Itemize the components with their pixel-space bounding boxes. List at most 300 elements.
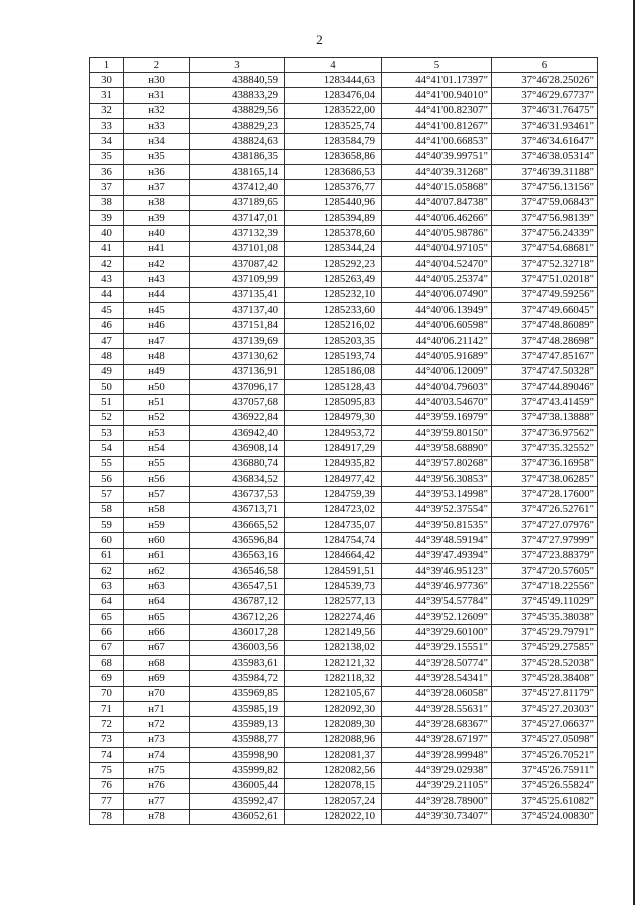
coord-x-cell: 437057,68 — [190, 395, 285, 410]
latitude-cell: 44°40'05.25374" — [382, 272, 492, 287]
longitude-cell: 37°45'24.00830" — [492, 809, 598, 824]
coord-x-cell: 436017,28 — [190, 625, 285, 640]
point-id-cell: н69 — [124, 671, 190, 686]
row-number-cell: 76 — [90, 778, 124, 793]
row-number-cell: 31 — [90, 88, 124, 103]
coord-y-cell: 1284539,73 — [285, 579, 382, 594]
coord-y-cell: 1284935,82 — [285, 456, 382, 471]
point-id-cell: н60 — [124, 533, 190, 548]
coord-y-cell: 1285344,24 — [285, 241, 382, 256]
point-id-cell: н32 — [124, 103, 190, 118]
longitude-cell: 37°45'35.38038" — [492, 610, 598, 625]
table-row — [90, 88, 598, 103]
point-id-cell: н50 — [124, 379, 190, 394]
header-col-3: 3 — [190, 58, 285, 73]
table-row — [90, 579, 598, 594]
longitude-cell: 37°46'34.61647" — [492, 134, 598, 149]
point-id-cell: н55 — [124, 456, 190, 471]
table-row — [90, 165, 598, 180]
coord-x-cell: 436737,53 — [190, 487, 285, 502]
coord-x-cell: 437412,40 — [190, 180, 285, 195]
row-number-cell: 30 — [90, 73, 124, 88]
longitude-cell: 37°47'48.28698" — [492, 333, 598, 348]
table-row — [90, 502, 598, 517]
coord-y-cell: 1283476,04 — [285, 88, 382, 103]
coord-x-cell: 435988,77 — [190, 732, 285, 747]
latitude-cell: 44°39'28.99948" — [382, 748, 492, 763]
longitude-cell: 37°47'38.13888" — [492, 410, 598, 425]
row-number-cell: 78 — [90, 809, 124, 824]
row-number-cell: 48 — [90, 349, 124, 364]
latitude-cell: 44°39'59.16979" — [382, 410, 492, 425]
latitude-cell: 44°39'56.30853" — [382, 471, 492, 486]
coord-y-cell: 1283444,63 — [285, 73, 382, 88]
table-row — [90, 333, 598, 348]
latitude-cell: 44°40'39.99751" — [382, 149, 492, 164]
coord-x-cell: 436547,51 — [190, 579, 285, 594]
point-id-cell: н57 — [124, 487, 190, 502]
coord-x-cell: 438840,59 — [190, 73, 285, 88]
table-row — [90, 119, 598, 134]
coord-x-cell: 436546,58 — [190, 564, 285, 579]
table-row — [90, 625, 598, 640]
latitude-cell: 44°39'58.68890" — [382, 441, 492, 456]
coord-x-cell: 437139,69 — [190, 333, 285, 348]
coord-y-cell: 1282274,46 — [285, 610, 382, 625]
latitude-cell: 44°39'29.15551" — [382, 640, 492, 655]
coord-x-cell: 437189,65 — [190, 195, 285, 210]
coord-y-cell: 1284754,74 — [285, 533, 382, 548]
row-number-cell: 57 — [90, 487, 124, 502]
coord-y-cell: 1283686,53 — [285, 165, 382, 180]
row-number-cell: 38 — [90, 195, 124, 210]
table-row — [90, 303, 598, 318]
row-number-cell: 33 — [90, 119, 124, 134]
row-number-cell: 67 — [90, 640, 124, 655]
row-number-cell: 56 — [90, 471, 124, 486]
longitude-cell: 37°45'26.75911" — [492, 763, 598, 778]
row-number-cell: 77 — [90, 794, 124, 809]
row-number-cell: 72 — [90, 717, 124, 732]
row-number-cell: 74 — [90, 748, 124, 763]
coord-y-cell: 1284979,30 — [285, 410, 382, 425]
latitude-cell: 44°39'47.49394" — [382, 548, 492, 563]
latitude-cell: 44°39'28.68367" — [382, 717, 492, 732]
coord-x-cell: 436880,74 — [190, 456, 285, 471]
coord-y-cell: 1285376,77 — [285, 180, 382, 195]
row-number-cell: 61 — [90, 548, 124, 563]
longitude-cell: 37°46'29.67737" — [492, 88, 598, 103]
coord-y-cell: 1282149,56 — [285, 625, 382, 640]
row-number-cell: 66 — [90, 625, 124, 640]
row-number-cell: 51 — [90, 395, 124, 410]
latitude-cell: 44°40'07.84738" — [382, 195, 492, 210]
table-row — [90, 211, 598, 226]
latitude-cell: 44°39'48.59194" — [382, 533, 492, 548]
point-id-cell: н53 — [124, 425, 190, 440]
coord-x-cell: 437137,40 — [190, 303, 285, 318]
coord-x-cell: 436596,84 — [190, 533, 285, 548]
longitude-cell: 37°46'28.25026" — [492, 73, 598, 88]
longitude-cell: 37°45'25.61082" — [492, 794, 598, 809]
row-number-cell: 36 — [90, 165, 124, 180]
longitude-cell: 37°47'35.32552" — [492, 441, 598, 456]
row-number-cell: 41 — [90, 241, 124, 256]
longitude-cell: 37°47'59.06843" — [492, 195, 598, 210]
coord-x-cell: 436052,61 — [190, 809, 285, 824]
coord-y-cell: 1282082,56 — [285, 763, 382, 778]
coord-y-cell: 1282138,02 — [285, 640, 382, 655]
longitude-cell: 37°47'47.85167" — [492, 349, 598, 364]
longitude-cell: 37°47'56.24339" — [492, 226, 598, 241]
longitude-cell: 37°45'27.06637" — [492, 717, 598, 732]
coord-y-cell: 1285292,23 — [285, 257, 382, 272]
longitude-cell: 37°45'27.81179" — [492, 686, 598, 701]
table-row — [90, 287, 598, 302]
table-row — [90, 425, 598, 440]
table-row — [90, 487, 598, 502]
table-row — [90, 656, 598, 671]
table-row — [90, 564, 598, 579]
longitude-cell: 37°47'54.68681" — [492, 241, 598, 256]
table-row — [90, 778, 598, 793]
latitude-cell: 44°39'52.37554" — [382, 502, 492, 517]
row-number-cell: 63 — [90, 579, 124, 594]
point-id-cell: н44 — [124, 287, 190, 302]
table-row — [90, 732, 598, 747]
coord-y-cell: 1285378,60 — [285, 226, 382, 241]
coord-y-cell: 1282118,32 — [285, 671, 382, 686]
coord-y-cell: 1283658,86 — [285, 149, 382, 164]
coord-x-cell: 437132,39 — [190, 226, 285, 241]
latitude-cell: 44°39'28.78900" — [382, 794, 492, 809]
longitude-cell: 37°47'47.50328" — [492, 364, 598, 379]
point-id-cell: н73 — [124, 732, 190, 747]
coord-x-cell: 436787,12 — [190, 594, 285, 609]
header-col-6: 6 — [492, 58, 598, 73]
row-number-cell: 40 — [90, 226, 124, 241]
point-id-cell: н48 — [124, 349, 190, 364]
coord-y-cell: 1284723,02 — [285, 502, 382, 517]
longitude-cell: 37°47'27.07976" — [492, 517, 598, 532]
latitude-cell: 44°39'28.54341" — [382, 671, 492, 686]
coord-x-cell: 437151,84 — [190, 318, 285, 333]
coord-y-cell: 1282057,24 — [285, 794, 382, 809]
longitude-cell: 37°46'31.93461" — [492, 119, 598, 134]
page-edge-line — [633, 0, 635, 905]
longitude-cell: 37°47'56.98139" — [492, 211, 598, 226]
coord-x-cell: 436908,14 — [190, 441, 285, 456]
point-id-cell: н74 — [124, 748, 190, 763]
longitude-cell: 37°47'49.66045" — [492, 303, 598, 318]
longitude-cell: 37°45'26.70521" — [492, 748, 598, 763]
coord-x-cell: 436834,52 — [190, 471, 285, 486]
table-row — [90, 533, 598, 548]
page-number: 2 — [316, 32, 323, 47]
table-row — [90, 395, 598, 410]
longitude-cell: 37°46'38.05314" — [492, 149, 598, 164]
row-number-cell: 54 — [90, 441, 124, 456]
latitude-cell: 44°39'30.73407" — [382, 809, 492, 824]
coord-x-cell: 437135,41 — [190, 287, 285, 302]
latitude-cell: 44°39'29.02938" — [382, 763, 492, 778]
row-number-cell: 62 — [90, 564, 124, 579]
coord-x-cell: 435984,72 — [190, 671, 285, 686]
point-id-cell: н78 — [124, 809, 190, 824]
row-number-cell: 75 — [90, 763, 124, 778]
coord-y-cell: 1285203,35 — [285, 333, 382, 348]
latitude-cell: 44°40'06.12009" — [382, 364, 492, 379]
longitude-cell: 37°45'29.27585" — [492, 640, 598, 655]
table-row — [90, 748, 598, 763]
table-row — [90, 134, 598, 149]
coord-y-cell: 1284917,29 — [285, 441, 382, 456]
table-row — [90, 226, 598, 241]
row-number-cell: 52 — [90, 410, 124, 425]
coord-x-cell: 437101,08 — [190, 241, 285, 256]
longitude-cell: 37°46'39.31188" — [492, 165, 598, 180]
coord-x-cell: 437096,17 — [190, 379, 285, 394]
latitude-cell: 44°39'50.81535" — [382, 517, 492, 532]
point-id-cell: н49 — [124, 364, 190, 379]
coord-y-cell: 1285394,89 — [285, 211, 382, 226]
row-number-cell: 49 — [90, 364, 124, 379]
longitude-cell: 37°45'28.52038" — [492, 656, 598, 671]
coord-x-cell: 435969,85 — [190, 686, 285, 701]
coord-y-cell: 1284759,39 — [285, 487, 382, 502]
coord-y-cell: 1285186,08 — [285, 364, 382, 379]
coord-x-cell: 435983,61 — [190, 656, 285, 671]
longitude-cell: 37°47'26.52761" — [492, 502, 598, 517]
longitude-cell: 37°46'31.76475" — [492, 103, 598, 118]
coord-x-cell: 437136,91 — [190, 364, 285, 379]
point-id-cell: н41 — [124, 241, 190, 256]
point-id-cell: н77 — [124, 794, 190, 809]
table-row — [90, 410, 598, 425]
point-id-cell: н36 — [124, 165, 190, 180]
coord-x-cell: 437147,01 — [190, 211, 285, 226]
longitude-cell: 37°45'27.20303" — [492, 702, 598, 717]
row-number-cell: 73 — [90, 732, 124, 747]
table-row — [90, 517, 598, 532]
coord-x-cell: 436712,26 — [190, 610, 285, 625]
point-id-cell: н76 — [124, 778, 190, 793]
point-id-cell: н62 — [124, 564, 190, 579]
row-number-cell: 50 — [90, 379, 124, 394]
point-id-cell: н30 — [124, 73, 190, 88]
table-row — [90, 257, 598, 272]
row-number-cell: 68 — [90, 656, 124, 671]
longitude-cell: 37°47'27.97999" — [492, 533, 598, 548]
row-number-cell: 34 — [90, 134, 124, 149]
point-id-cell: н65 — [124, 610, 190, 625]
coord-x-cell: 437109,99 — [190, 272, 285, 287]
row-number-cell: 55 — [90, 456, 124, 471]
coord-y-cell: 1284735,07 — [285, 517, 382, 532]
point-id-cell: н61 — [124, 548, 190, 563]
latitude-cell: 44°39'29.21105" — [382, 778, 492, 793]
table-row — [90, 103, 598, 118]
latitude-cell: 44°39'29.60100" — [382, 625, 492, 640]
point-id-cell: н43 — [124, 272, 190, 287]
longitude-cell: 37°45'28.38408" — [492, 671, 598, 686]
table-row — [90, 195, 598, 210]
latitude-cell: 44°39'54.57784" — [382, 594, 492, 609]
table-row — [90, 594, 598, 609]
coord-x-cell: 436563,16 — [190, 548, 285, 563]
latitude-cell: 44°40'06.60598" — [382, 318, 492, 333]
coord-x-cell: 435999,82 — [190, 763, 285, 778]
coord-x-cell: 438829,56 — [190, 103, 285, 118]
point-id-cell: н51 — [124, 395, 190, 410]
point-id-cell: н47 — [124, 333, 190, 348]
longitude-cell: 37°47'20.57605" — [492, 564, 598, 579]
coord-y-cell: 1282078,15 — [285, 778, 382, 793]
table-row — [90, 717, 598, 732]
point-id-cell: н70 — [124, 686, 190, 701]
point-id-cell: н33 — [124, 119, 190, 134]
longitude-cell: 37°47'56.13156" — [492, 180, 598, 195]
table-row — [90, 149, 598, 164]
row-number-cell: 59 — [90, 517, 124, 532]
header-col-2: 2 — [124, 58, 190, 73]
longitude-cell: 37°47'49.59256" — [492, 287, 598, 302]
coord-x-cell: 436942,40 — [190, 425, 285, 440]
row-number-cell: 71 — [90, 702, 124, 717]
latitude-cell: 44°41'00.81267" — [382, 119, 492, 134]
row-number-cell: 64 — [90, 594, 124, 609]
coord-y-cell: 1284977,42 — [285, 471, 382, 486]
longitude-cell: 37°47'43.41459" — [492, 395, 598, 410]
latitude-cell: 44°39'28.67197" — [382, 732, 492, 747]
point-id-cell: н63 — [124, 579, 190, 594]
coord-y-cell: 1285233,60 — [285, 303, 382, 318]
point-id-cell: н59 — [124, 517, 190, 532]
row-number-cell: 35 — [90, 149, 124, 164]
longitude-cell: 37°47'52.32718" — [492, 257, 598, 272]
table-row — [90, 73, 598, 88]
table-row — [90, 349, 598, 364]
table-row — [90, 763, 598, 778]
longitude-cell: 37°47'28.17600" — [492, 487, 598, 502]
coord-y-cell: 1282577,13 — [285, 594, 382, 609]
header-col-4: 4 — [285, 58, 382, 73]
latitude-cell: 44°39'57.80268" — [382, 456, 492, 471]
longitude-cell: 37°45'49.11029" — [492, 594, 598, 609]
point-id-cell: н71 — [124, 702, 190, 717]
table-body — [90, 73, 598, 825]
latitude-cell: 44°39'46.97736" — [382, 579, 492, 594]
latitude-cell: 44°39'28.50774" — [382, 656, 492, 671]
coord-x-cell: 438186,35 — [190, 149, 285, 164]
header-col-5: 5 — [382, 58, 492, 73]
table-row — [90, 610, 598, 625]
row-number-cell: 39 — [90, 211, 124, 226]
coord-y-cell: 1282092,30 — [285, 702, 382, 717]
latitude-cell: 44°41'00.82307" — [382, 103, 492, 118]
coord-y-cell: 1283584,79 — [285, 134, 382, 149]
longitude-cell: 37°47'38.06285" — [492, 471, 598, 486]
coord-x-cell: 436003,56 — [190, 640, 285, 655]
coord-x-cell: 438165,14 — [190, 165, 285, 180]
latitude-cell: 44°40'06.13949" — [382, 303, 492, 318]
point-id-cell: н75 — [124, 763, 190, 778]
coord-y-cell: 1284953,72 — [285, 425, 382, 440]
point-id-cell: н40 — [124, 226, 190, 241]
coordinates-table — [89, 57, 598, 825]
latitude-cell: 44°40'06.07490" — [382, 287, 492, 302]
table-row — [90, 272, 598, 287]
latitude-cell: 44°40'04.79603" — [382, 379, 492, 394]
latitude-cell: 44°39'28.55631" — [382, 702, 492, 717]
table-row — [90, 318, 598, 333]
row-number-cell: 70 — [90, 686, 124, 701]
row-number-cell: 69 — [90, 671, 124, 686]
longitude-cell: 37°47'36.97562" — [492, 425, 598, 440]
longitude-cell: 37°47'51.02018" — [492, 272, 598, 287]
point-id-cell: н52 — [124, 410, 190, 425]
point-id-cell: н35 — [124, 149, 190, 164]
table-row — [90, 686, 598, 701]
point-id-cell: н34 — [124, 134, 190, 149]
coord-y-cell: 1284591,51 — [285, 564, 382, 579]
coord-x-cell: 438824,63 — [190, 134, 285, 149]
coord-y-cell: 1283525,74 — [285, 119, 382, 134]
latitude-cell: 44°39'53.14998" — [382, 487, 492, 502]
table-row — [90, 241, 598, 256]
table-row — [90, 364, 598, 379]
latitude-cell: 44°39'46.95123" — [382, 564, 492, 579]
row-number-cell: 37 — [90, 180, 124, 195]
row-number-cell: 58 — [90, 502, 124, 517]
point-id-cell: н42 — [124, 257, 190, 272]
table-row — [90, 471, 598, 486]
coord-y-cell: 1282105,67 — [285, 686, 382, 701]
coord-x-cell: 435992,47 — [190, 794, 285, 809]
coord-x-cell: 437130,62 — [190, 349, 285, 364]
latitude-cell: 44°39'59.80150" — [382, 425, 492, 440]
coord-y-cell: 1285193,74 — [285, 349, 382, 364]
latitude-cell: 44°41'00.66853" — [382, 134, 492, 149]
header-col-1: 1 — [90, 58, 124, 73]
point-id-cell: н46 — [124, 318, 190, 333]
table-row — [90, 794, 598, 809]
table-row — [90, 809, 598, 824]
table-row — [90, 702, 598, 717]
row-number-cell: 44 — [90, 287, 124, 302]
coord-x-cell: 436005,44 — [190, 778, 285, 793]
latitude-cell: 44°40'39.31268" — [382, 165, 492, 180]
latitude-cell: 44°41'01.17397" — [382, 73, 492, 88]
latitude-cell: 44°40'15.05868" — [382, 180, 492, 195]
longitude-cell: 37°47'36.16958" — [492, 456, 598, 471]
row-number-cell: 43 — [90, 272, 124, 287]
coord-x-cell: 436665,52 — [190, 517, 285, 532]
coord-y-cell: 1282022,10 — [285, 809, 382, 824]
coord-y-cell: 1282081,37 — [285, 748, 382, 763]
longitude-cell: 37°47'48.86089" — [492, 318, 598, 333]
coord-x-cell: 435989,13 — [190, 717, 285, 732]
coord-x-cell: 438833,29 — [190, 88, 285, 103]
point-id-cell: н66 — [124, 625, 190, 640]
longitude-cell: 37°47'23.88379" — [492, 548, 598, 563]
table-row — [90, 379, 598, 394]
table-row — [90, 180, 598, 195]
longitude-cell: 37°47'18.22556" — [492, 579, 598, 594]
longitude-cell: 37°47'44.89046" — [492, 379, 598, 394]
coord-y-cell: 1284664,42 — [285, 548, 382, 563]
latitude-cell: 44°40'06.46266" — [382, 211, 492, 226]
